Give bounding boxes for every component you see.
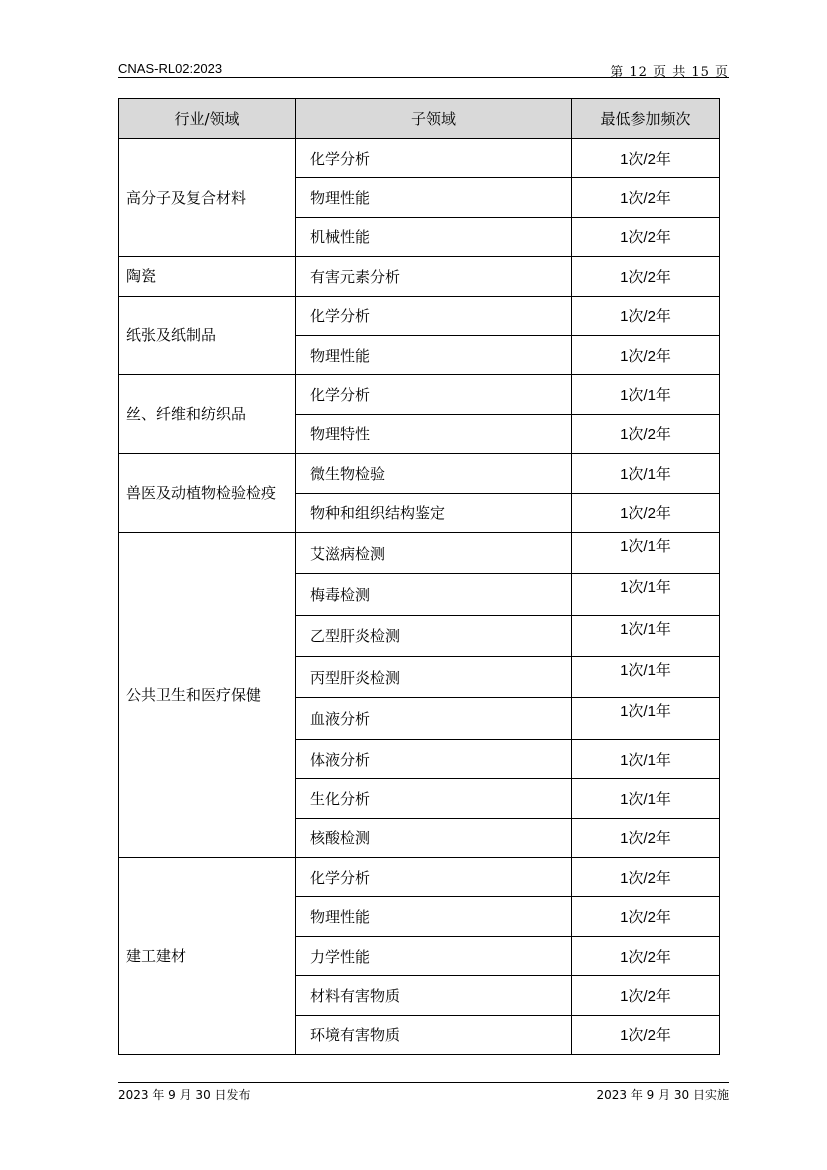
- subfield-cell: 材料有害物质: [296, 976, 572, 1015]
- subfield-cell: 物种和组织结构鉴定: [296, 493, 572, 532]
- table-row: [119, 532, 720, 573]
- column-header-frequency: 最低参加频次: [572, 99, 720, 139]
- subfield-cell: 乙型肝炎检测: [296, 615, 572, 656]
- frequency-cell: 1次/2年: [572, 414, 720, 453]
- subfield-cell: 物理性能: [296, 178, 572, 217]
- subfield-cell: 有害元素分析: [296, 257, 572, 296]
- footer-divider: [118, 1082, 729, 1083]
- industry-cell: 高分子及复合材料: [119, 139, 296, 257]
- table-row: [119, 375, 720, 414]
- frequency-cell: 1次/1年: [572, 739, 720, 778]
- table-row: [119, 454, 720, 493]
- frequency-cell: 1次/1年: [572, 698, 720, 739]
- subfield-cell: 化学分析: [296, 139, 572, 178]
- subfield-cell: 艾滋病检测: [296, 532, 572, 573]
- effective-date: 2023 年 9 月 30 日实施: [596, 1088, 729, 1102]
- page-header: [118, 59, 729, 80]
- frequency-cell: 1次/2年: [572, 296, 720, 335]
- frequency-cell: 1次/2年: [572, 178, 720, 217]
- subfield-cell: 血液分析: [296, 698, 572, 739]
- frequency-cell: 1次/1年: [572, 779, 720, 818]
- frequency-cell: 1次/2年: [572, 936, 720, 975]
- subfield-cell: 化学分析: [296, 296, 572, 335]
- subfield-cell: 生化分析: [296, 779, 572, 818]
- subfield-cell: 化学分析: [296, 375, 572, 414]
- frequency-cell: 1次/1年: [572, 375, 720, 414]
- industry-cell: 兽医及动植物检验检疫: [119, 454, 296, 533]
- table-row: [119, 858, 720, 897]
- subfield-cell: 物理性能: [296, 897, 572, 936]
- subfield-cell: 物理性能: [296, 335, 572, 374]
- issue-date: 2023 年 9 月 30 日发布: [118, 1088, 251, 1102]
- subfield-cell: 物理特性: [296, 414, 572, 453]
- subfield-cell: 核酸检测: [296, 818, 572, 857]
- industry-cell: 纸张及纸制品: [119, 296, 296, 375]
- subfield-cell: 力学性能: [296, 936, 572, 975]
- table-row: [119, 139, 720, 178]
- table-row: [119, 257, 720, 296]
- industry-cell: 陶瓷: [119, 257, 296, 296]
- table-header-row: [119, 99, 720, 139]
- frequency-cell: 1次/2年: [572, 1015, 720, 1054]
- subfield-cell: 梅毒检测: [296, 574, 572, 615]
- frequency-cell: 1次/2年: [572, 976, 720, 1015]
- subfield-cell: 丙型肝炎检测: [296, 657, 572, 698]
- frequency-cell: 1次/1年: [572, 657, 720, 698]
- subfield-cell: 体液分析: [296, 739, 572, 778]
- frequency-cell: 1次/2年: [572, 217, 720, 256]
- page-footer: [118, 1086, 729, 1104]
- proficiency-frequency-table: [118, 98, 720, 1055]
- frequency-cell: 1次/2年: [572, 139, 720, 178]
- frequency-cell: 1次/1年: [572, 532, 720, 573]
- frequency-cell: 1次/2年: [572, 335, 720, 374]
- header-divider: [118, 77, 729, 78]
- industry-cell: 公共卫生和医疗保健: [119, 532, 296, 857]
- frequency-cell: 1次/2年: [572, 818, 720, 857]
- column-header-subfield: 子领域: [296, 99, 572, 139]
- page-number: 第 12 页 共 15 页: [610, 65, 729, 80]
- frequency-cell: 1次/1年: [572, 574, 720, 615]
- frequency-cell: 1次/1年: [572, 454, 720, 493]
- subfield-cell: 微生物检验: [296, 454, 572, 493]
- frequency-cell: 1次/1年: [572, 615, 720, 656]
- subfield-cell: 化学分析: [296, 858, 572, 897]
- doc-code: CNAS-RL02:2023: [118, 61, 223, 76]
- subfield-cell: 机械性能: [296, 217, 572, 256]
- frequency-cell: 1次/2年: [572, 257, 720, 296]
- industry-cell: 丝、纤维和纺织品: [119, 375, 296, 454]
- frequency-cell: 1次/2年: [572, 897, 720, 936]
- column-header-industry: 行业/领域: [119, 99, 296, 139]
- frequency-cell: 1次/2年: [572, 858, 720, 897]
- subfield-cell: 环境有害物质: [296, 1015, 572, 1054]
- frequency-cell: 1次/2年: [572, 493, 720, 532]
- table-row: [119, 296, 720, 335]
- industry-cell: 建工建材: [119, 858, 296, 1055]
